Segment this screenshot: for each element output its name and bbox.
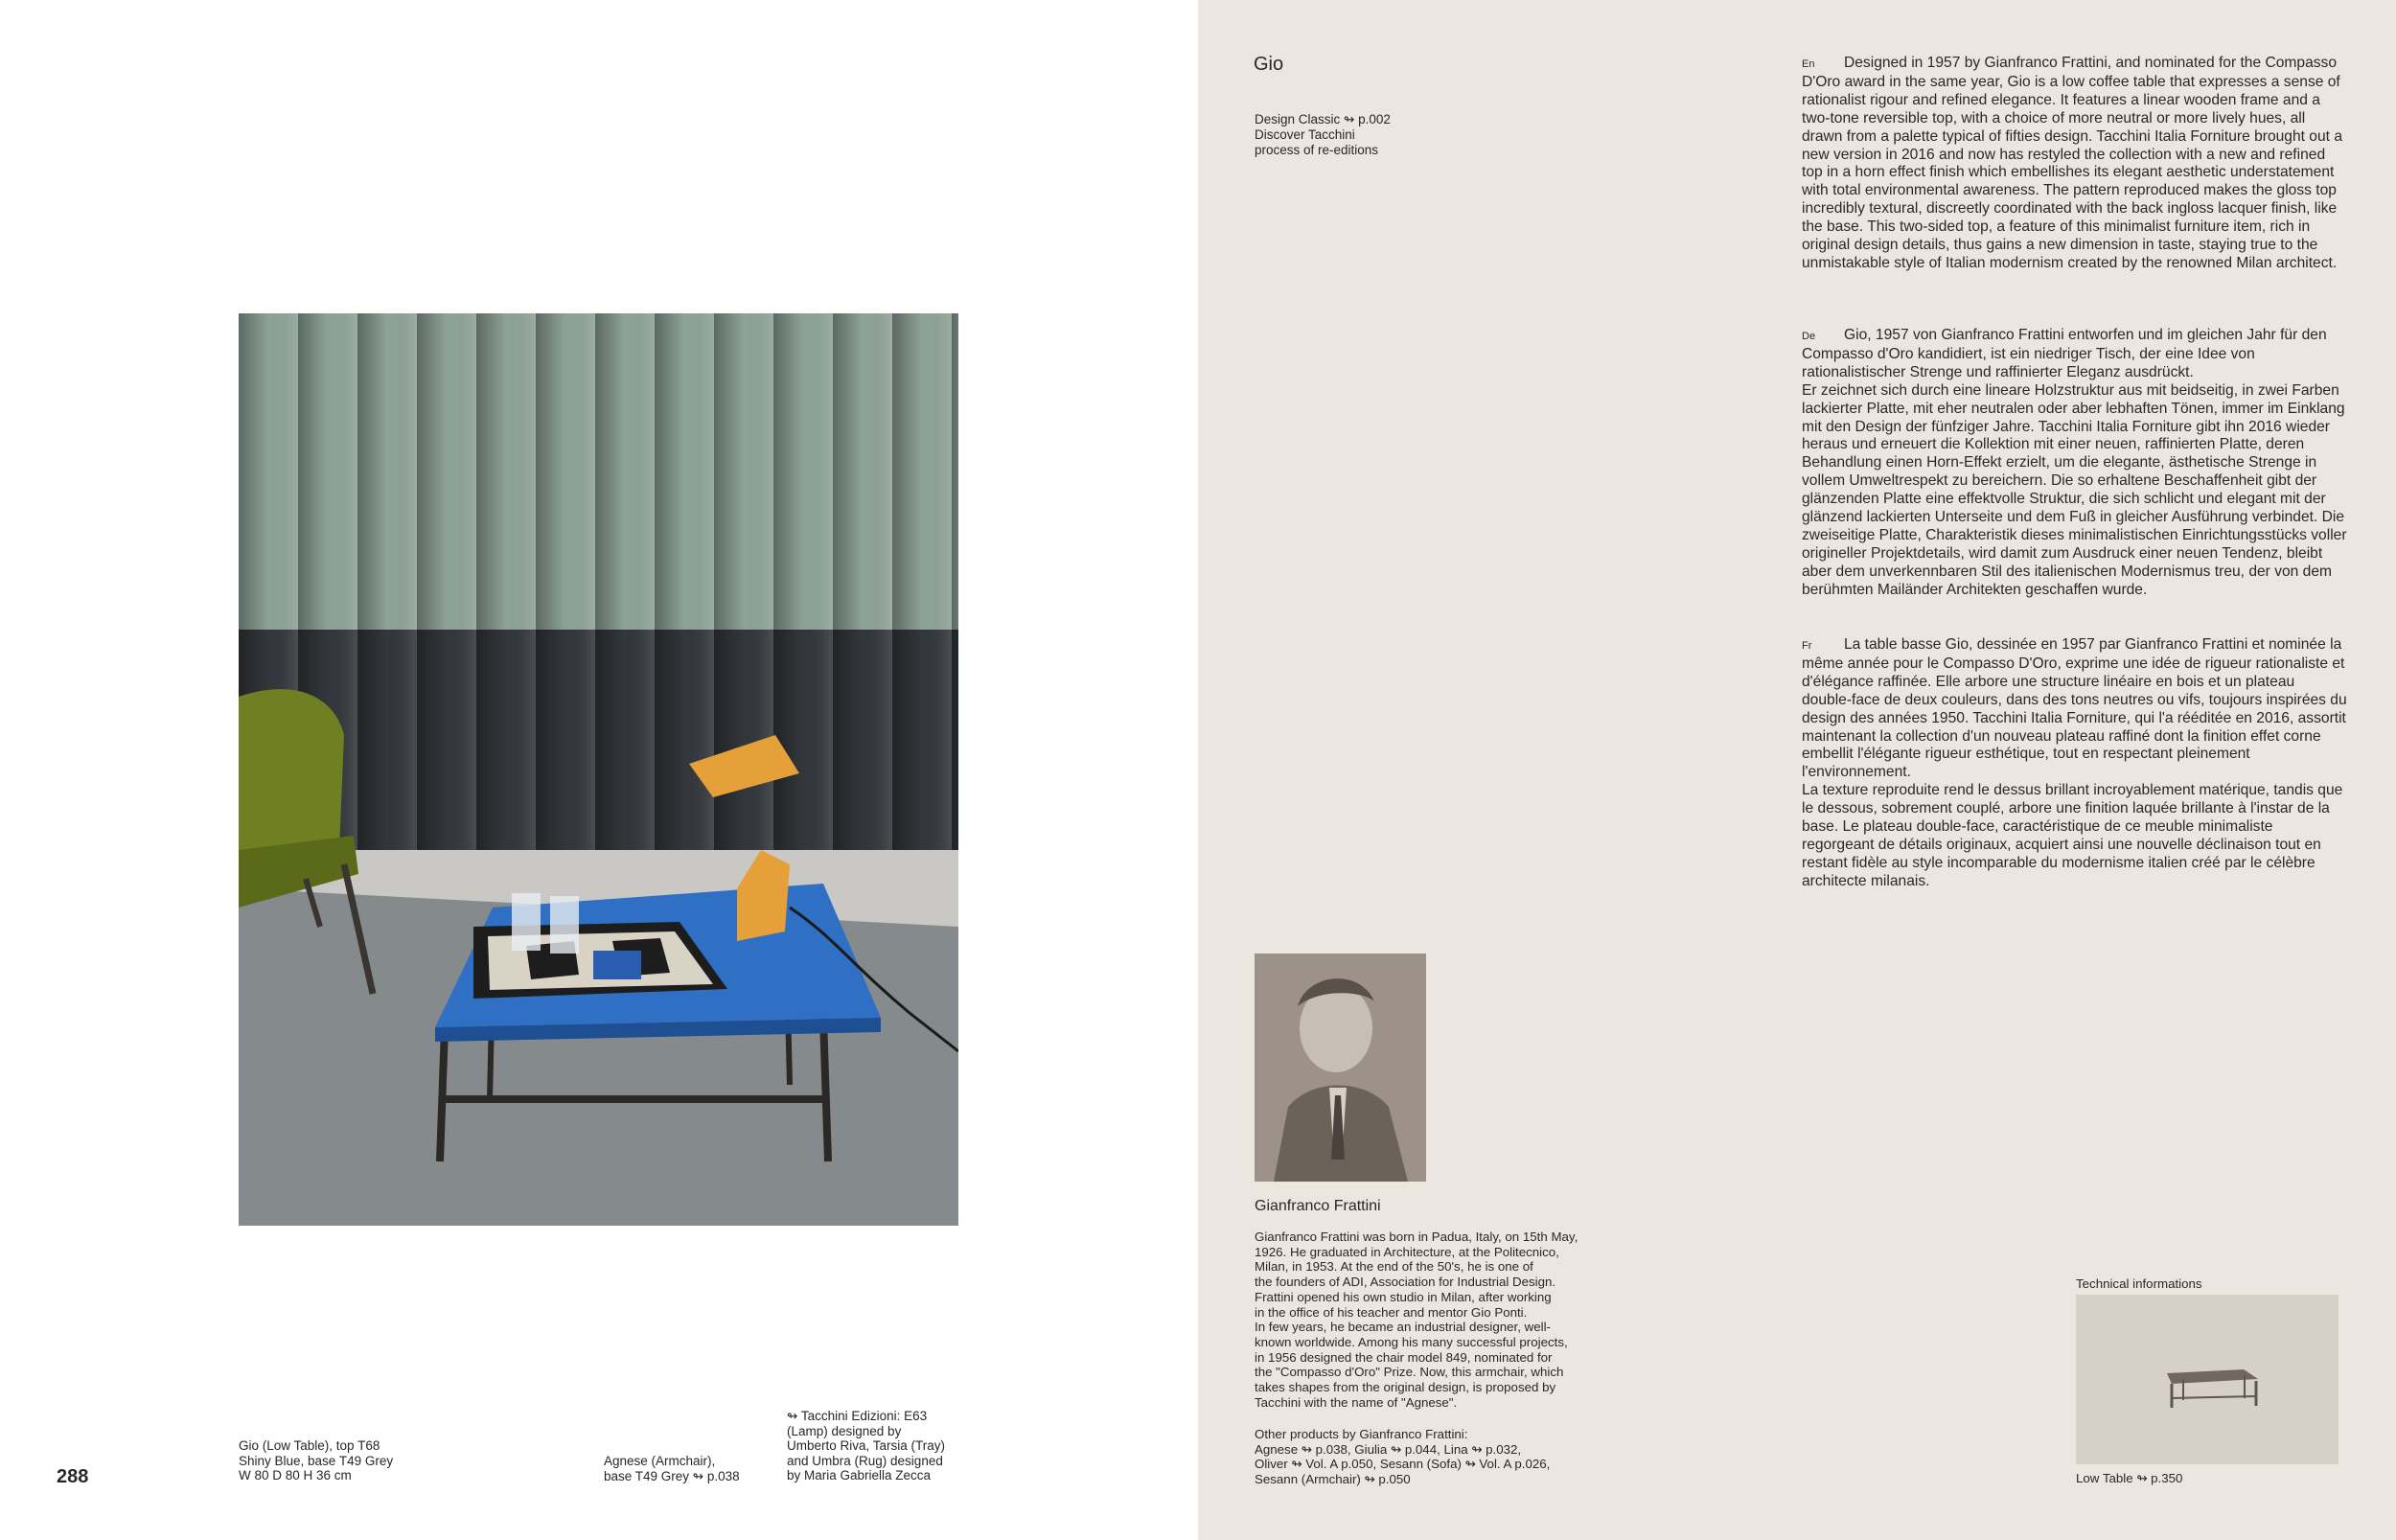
technical-drawing[interactable] (2076, 1295, 2338, 1464)
text-body-fr: La table basse Gio, dessinée en 1957 par Gianfranco Frattini et nominée la même année pour le Compasso D'Oro, exprime une idée de rigueur rationaliste et d'élégance raffinée. Elle arbore une structure linéaire en bois et un plateau double-face de deux couleurs, dans des tons neutres ou vifs, toujours inspirées du design des années 1950. Tacchini Italia Forniture, qui l'a rééditée en 2016, assortit maintenant la collection d'un nouveau plateau raffiné dont la finition effet corne embellit l'élégante rigueur esthétique, tout en respectant pleinement l'environnement. La texture reproduite rend le dessus brillant incroyablement matérique, tandis que le dessous, sobrement couplé, arbore une finition laquée brillante à l'instar de la base. Le plateau double-face, caractéristique de ce meuble minimaliste regorgeant de détails originaux, acquiert ainsi une nouvelle déclinaison tout en restant fidèle au style incomparable du modernisme italien créé par le célèbre architecte milanais. (1802, 636, 2347, 889)
product-title: Gio (1254, 54, 1284, 75)
designer-portrait-image (1255, 954, 1426, 1182)
series-link[interactable]: Design Classic ↬ p.002 Discover Tacchini process of re-editions (1255, 112, 1391, 157)
lang-label-en: En (1802, 58, 1815, 70)
text-french (1802, 636, 2348, 891)
caption-armchair: Agnese (Armchair), base T49 Grey ↬ p.038 (604, 1454, 740, 1483)
text-english (1802, 55, 2348, 273)
caption-editions: ↬ Tacchini Edizioni: E63 (Lamp) designed by Umberto Riva, Tarsia (Tray) and Umbra (Rug) designed by Maria Gabriella Zecca (787, 1409, 946, 1483)
text-body-de: Gio, 1957 von Gianfranco Frattini entworfen und im gleichen Jahr für den Compasso d'Oro kandidiert, ist ein niedriger Tisch, der eine Idee von rationalistischer Strenge und raffinierter Eleganz ausdrückt. Er zeichnet sich durch eine lineare Holzstruktur aus mit beidseitig, in zwei Farben lackierter Platte, mit eher neutralen oder aber lebhaften Tönen, immer im Einklang mit den Design der fünfziger Jahre. Tacchini Italia Forniture gibt ihn 2016 wieder heraus und erneuert die Kollektion mit einer neuen, raffinierten Platte, deren Behandlung einen Horn-Effekt erzielt, um die elegante, ästhetische Strenge in vollem Umweltrespekt zu bereichern. Die so erhaltene Beschaffenheit gibt der glänzenden Platte eine effektvolle Struktur, die sich schlicht und elegant mit der glänzend lackierten Unterseite und dem Fuß in gleicher Ausführung verbindet. Die zweiseitige Platte, Charakteristik dieses minimalistischen Einrichtungsstücks voller origineller Projektdetails, wird damit zum Ausdruck einer neuen Tendenz, bleibt aber dem unverkennbaren Stil des italienischen Modernismus treu, der von dem berühmten Mailänder Architekten geschaffen wurde. (1802, 327, 2347, 598)
low-table-icon (2076, 1295, 2338, 1464)
technical-caption[interactable]: Low Table ↬ p.350 (2076, 1471, 2183, 1485)
designer-portrait (1255, 954, 1426, 1182)
interior-photo-image (239, 313, 958, 1226)
lang-label-de: De (1802, 331, 1816, 342)
text-german (1802, 327, 2348, 600)
text-body-en: Designed in 1957 by Gianfranco Frattini, and nominated for the Compasso D'Oro award in the same year, Gio is a low coffee table that expresses a sense of rationalist rigour and refined elegance. It features a linear wooden frame and a two-tone reversible top, with a choice of more neutral or more lively hues, all drawn from a palette typical of fifties design. Tacchini Italia Forniture brought out a new version in 2016 and now has restyled the collection with a new and refined top in a horn effect finish which embellishes its elegant aesthetic understatement with total environmental awareness. The pattern reproduced makes the gloss top incredibly textural, discreetly coordinated with the back ingloss lacquer finish, like the base. This two-sided top, a feature of this minimalist furniture item, rich in original design details, thus gains a new dimension in taste, staying true to the unmistakable style of Italian modernism created by the renowned Milan architect. (1802, 55, 2342, 271)
technical-label: Technical informations (2076, 1276, 2202, 1291)
lang-label-fr: Fr (1802, 640, 1812, 652)
other-products[interactable]: Other products by Gianfranco Frattini: Agnese ↬ p.038, Giulia ↬ p.044, Lina ↬ p.032, Oliver ↬ Vol. A p.050, Sesann (Sofa) ↬ Vol. A p.026, Sesann (Armchair) ↬ p.050 (1255, 1427, 1551, 1487)
designer-bio: Gianfranco Frattini was born in Padua, Italy, on 15th May, 1926. He graduated in Architecture, at the Politecnico, Milan, in 1953. At the end of the 50's, he is one of the founders of ADI, Association for Industrial Design. Frattini opened his own studio in Milan, after working in the office of his teacher and mentor Gio Ponti. In few years, he became an industrial designer, well- known worldwide. Among his many successful projects, in 1956 designed the chair model 849, nominated for the "Compasso d'Oro" Prize. Now, this armchair, which takes shapes from the original design, is proposed by Tacchini with the name of "Agnese". (1255, 1230, 1578, 1410)
interior-photo (239, 313, 958, 1226)
designer-name: Gianfranco Frattini (1255, 1198, 1381, 1214)
caption-table: Gio (Low Table), top T68 Shiny Blue, base T49 Grey W 80 D 80 H 36 cm (239, 1438, 394, 1483)
page-number: 288 (57, 1466, 89, 1487)
